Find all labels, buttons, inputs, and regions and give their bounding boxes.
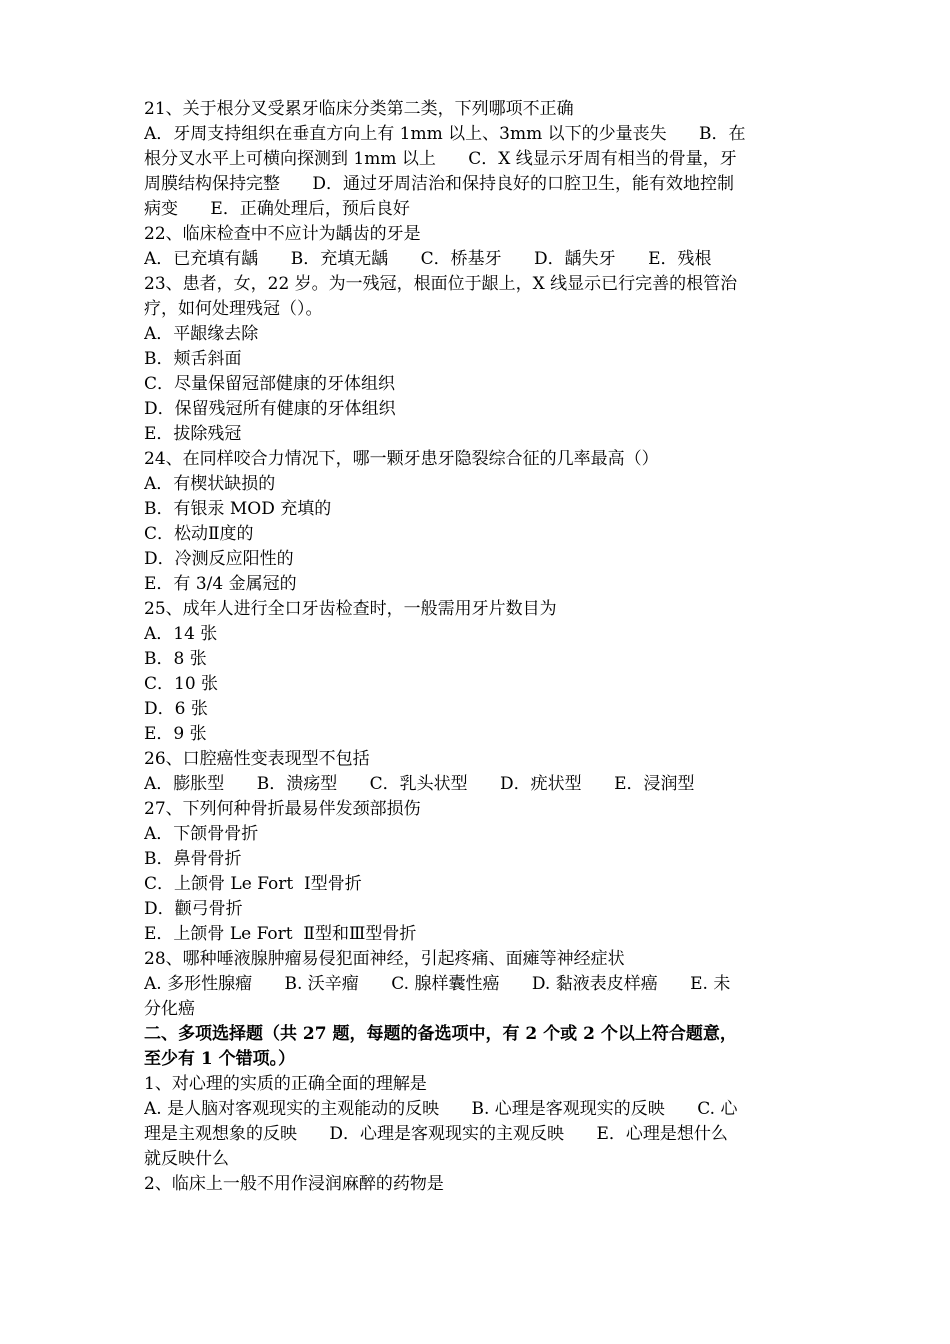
question-24-option-d: D．冷测反应阳性的 <box>144 549 294 569</box>
question-22-stem: 22、临床检查中不应计为龋齿的牙是 <box>144 224 421 244</box>
question-28-stem: 28、哪种唾液腺肿瘤易侵犯面神经，引起疼痛、面瘫等神经症状 <box>144 949 625 969</box>
question-27-option-d: D．颧弓骨折 <box>144 899 243 919</box>
question-24-option-a: A．有楔状缺损的 <box>144 474 276 494</box>
question-28-options: 分化癌 <box>144 999 195 1019</box>
question-27-option-b: B．鼻骨骨折 <box>144 849 242 869</box>
question-24-option-e: E．有 3/4 金属冠的 <box>144 574 297 594</box>
question-21-options: 周膜结构保持完整 D．通过牙周洁治和保持良好的口腔卫生，能有效地控制 <box>144 174 735 194</box>
question-23-option-d: D．保留残冠所有健康的牙体组织 <box>144 399 396 419</box>
question-25-option-b: B．8 张 <box>144 649 207 669</box>
question-24-stem: 24、在同样咬合力情况下，哪一颗牙患牙隐裂综合征的几率最高（） <box>144 449 659 469</box>
section-heading: 二、多项选择题（共 27 题，每题的备选项中，有 2 个或 2 个以上符合题意， <box>144 1024 737 1044</box>
question-27-option-e: E．上颌骨 Le Fort Ⅱ型和Ⅲ型骨折 <box>144 924 417 944</box>
multi-question-2-stem: 2、临床上一般不用作浸润麻醉的药物是 <box>144 1174 444 1194</box>
question-27-option-a: A．下颌骨骨折 <box>144 824 259 844</box>
question-25-option-c: C．10 张 <box>144 674 219 694</box>
question-25-option-e: E．9 张 <box>144 724 207 744</box>
multi-question-1-options: 就反映什么 <box>144 1149 229 1169</box>
question-23-option-c: C．尽量保留冠部健康的牙体组织 <box>144 374 396 394</box>
question-23-stem: 疗，如何处理残冠（）。 <box>144 299 323 319</box>
multi-question-1-options: A. 是人脑对客观现实的主观能动的反映 B. 心理是客观现实的反映 C. 心 <box>144 1099 738 1119</box>
question-21-options: 根分叉水平上可横向探测到 1mm 以上 C．X 线显示牙周有相当的骨量，牙 <box>144 149 737 169</box>
question-24-option-c: C．松动Ⅱ度的 <box>144 524 254 544</box>
question-22-options: A．已充填有龋 B．充填无龋 C．桥基牙 D．龋失牙 E．残根 <box>144 249 712 269</box>
question-26-stem: 26、口腔癌性变表现型不包括 <box>144 749 370 769</box>
multi-question-1-options: 理是主观想象的反映 D．心理是客观现实的主观反映 E．心理是想什么 <box>144 1124 728 1144</box>
question-21-options: 病变 E．正确处理后，预后良好 <box>144 199 410 219</box>
question-25-option-a: A．14 张 <box>144 624 218 644</box>
question-27-option-c: C．上颌骨 Le Fort Ⅰ型骨折 <box>144 874 362 894</box>
question-28-options: A. 多形性腺瘤 B. 沃辛瘤 C. 腺样囊性癌 D. 黏液表皮样癌 E. 未 <box>144 974 731 994</box>
question-21-options: A．牙周支持组织在垂直方向上有 1mm 以上、3mm 以下的少量丧失 B．在 <box>144 124 746 144</box>
question-27-stem: 27、下列何种骨折最易伴发颈部损伤 <box>144 799 421 819</box>
document-page <box>144 97 810 1197</box>
question-23-stem: 23、患者，女，22 岁。为一残冠，根面位于龈上，X 线显示已行完善的根管治 <box>144 274 738 294</box>
question-23-option-e: E．拔除残冠 <box>144 424 242 444</box>
question-23-option-b: B．颊舌斜面 <box>144 349 242 369</box>
multi-question-1-stem: 1、对心理的实质的正确全面的理解是 <box>144 1074 427 1094</box>
question-25-stem: 25、成年人进行全口牙齿检查时，一般需用牙片数目为 <box>144 599 557 619</box>
question-25-option-d: D．6 张 <box>144 699 208 719</box>
section-heading: 至少有 1 个错项。） <box>144 1049 296 1069</box>
question-21-stem: 21、关于根分叉受累牙临床分类第二类，下列哪项不正确 <box>144 99 574 119</box>
question-23-option-a: A．平龈缘去除 <box>144 324 259 344</box>
question-24-option-b: B．有银汞 MOD 充填的 <box>144 499 332 519</box>
question-26-options: A．膨胀型 B．溃疡型 C．乳头状型 D．疣状型 E．浸润型 <box>144 774 695 794</box>
